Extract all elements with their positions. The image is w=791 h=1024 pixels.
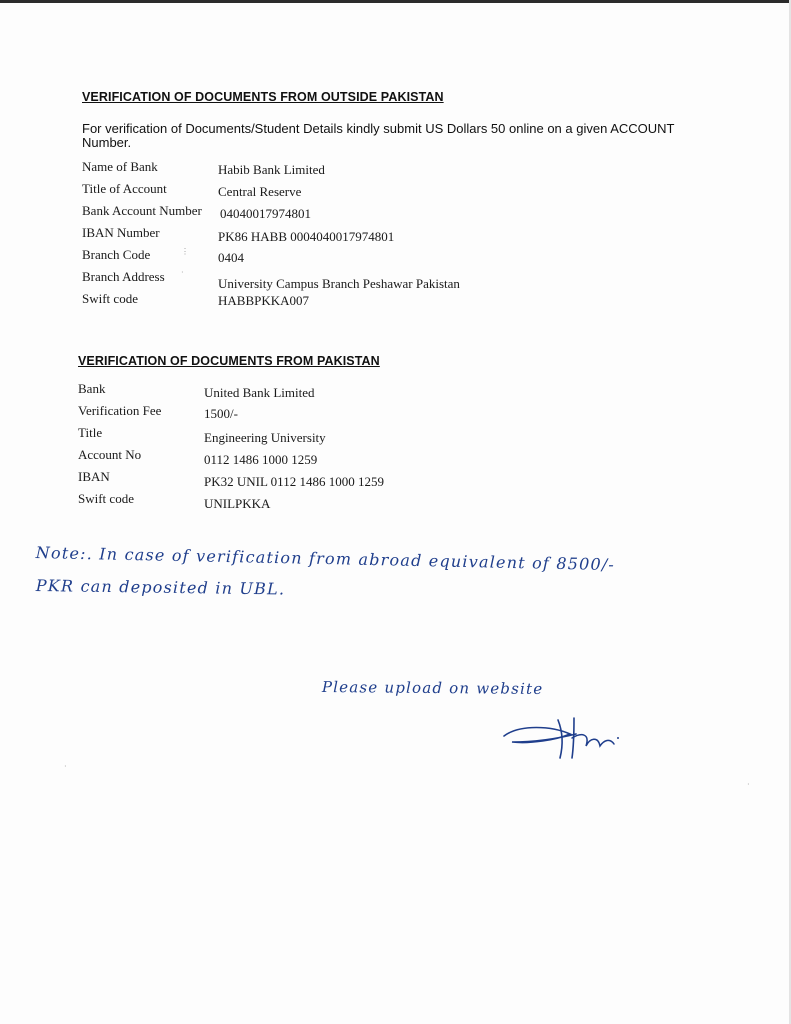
row-value: 1500/-: [204, 406, 238, 421]
row-value: University Campus Branch Peshawar Pakistan: [218, 276, 460, 291]
outside-intro-line-2: Number.: [82, 135, 132, 150]
row-label: Title: [78, 425, 103, 440]
row-value: 0112 1486 1000 1259: [204, 452, 318, 467]
scan-speck: ·: [181, 268, 184, 277]
row-value: PK86 HABB 0004040017974801: [218, 229, 395, 244]
row-value: 04040017974801: [220, 206, 311, 221]
outside-intro: [82, 122, 702, 150]
row-label: Swift code: [82, 291, 138, 306]
row-label: Account No: [78, 447, 142, 462]
scan-edge-top: [0, 0, 791, 3]
scan-speck: ·: [747, 780, 750, 789]
row-label: IBAN: [78, 469, 110, 484]
row-value: UNILPKKA: [204, 496, 271, 511]
row-label: Branch Address: [82, 269, 165, 284]
row-value: HABBPKKA007: [218, 293, 310, 308]
handwritten-note-line-2: PKR can deposited in UBL.: [35, 576, 286, 599]
row-label: Swift code: [78, 491, 134, 506]
scan-speck: ·: [64, 762, 67, 771]
row-label: Bank: [78, 381, 106, 396]
handwritten-note-line-1: Note:. In case of verification from abroad equivalent of 8500/-: [35, 543, 616, 575]
pakistan-heading: VERIFICATION OF DOCUMENTS FROM PAKISTAN: [78, 354, 380, 368]
row-value: Central Reserve: [218, 184, 302, 199]
row-value: Engineering University: [204, 430, 326, 445]
row-label: Title of Account: [82, 181, 167, 196]
row-label: IBAN Number: [82, 225, 160, 240]
handwritten-signature: [500, 712, 630, 762]
row-label: Branch Code: [82, 247, 151, 262]
scan-speck: ⋮: [181, 247, 189, 256]
row-label: Bank Account Number: [82, 203, 202, 218]
outside-intro-line-1: For verification of Documents/Student Details kindly submit US Dollars 50 online on a given ACCOUNT: [82, 121, 675, 136]
row-value: Habib Bank Limited: [218, 162, 325, 177]
row-label: Verification Fee: [78, 403, 162, 418]
row-value: United Bank Limited: [204, 385, 315, 400]
row-value: PK32 UNIL 0112 1486 1000 1259: [204, 474, 384, 489]
outside-pakistan-heading: VERIFICATION OF DOCUMENTS FROM OUTSIDE PAKISTAN: [82, 90, 444, 104]
row-value: 0404: [218, 250, 244, 265]
row-label: Name of Bank: [82, 159, 158, 174]
handwritten-upload-note: Please upload on website: [321, 678, 544, 698]
